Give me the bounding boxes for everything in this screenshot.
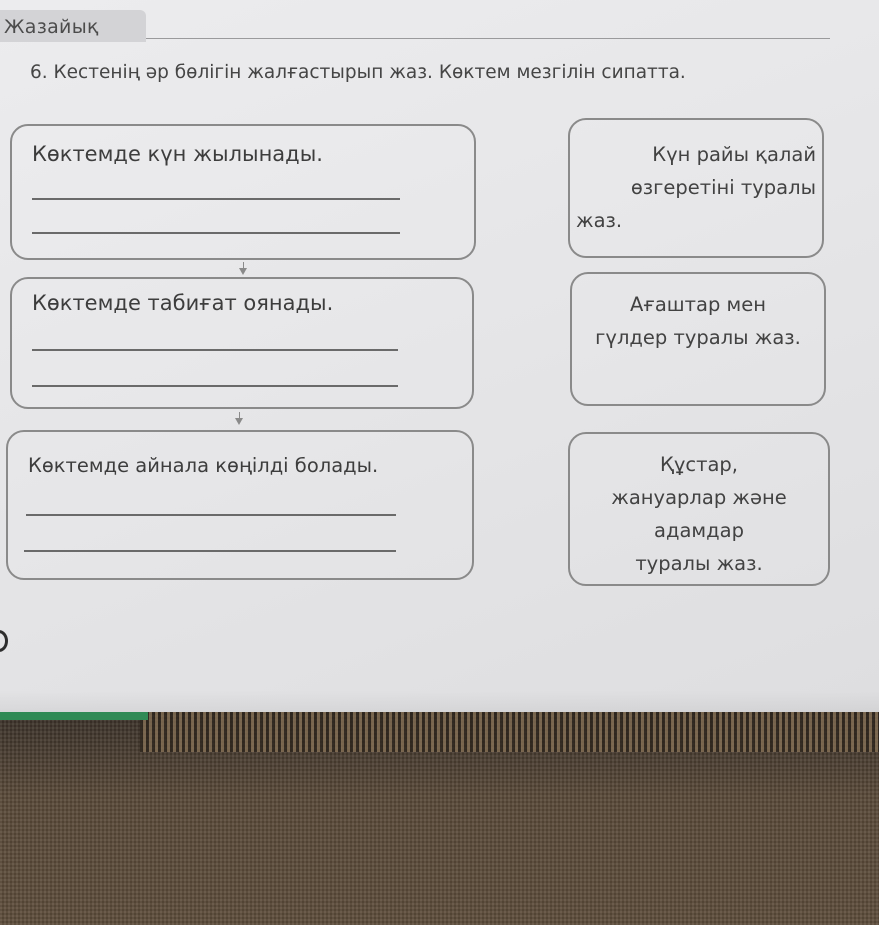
- hint-line: гүлдер туралы жаз.: [595, 326, 801, 349]
- down-arrow-icon: [239, 268, 247, 275]
- task-instruction: 6. Кестенің әр бөлігін жалғастырып жаз. Көктем мезгілін сипатта.: [30, 62, 686, 83]
- write-line[interactable]: [32, 385, 398, 387]
- section-rule: [146, 38, 830, 39]
- lead-sentence-1: Көктемде күн жылынады.: [32, 142, 323, 166]
- answer-box-2: [10, 277, 474, 409]
- hint-text-2: [574, 288, 822, 354]
- answer-box-1: [10, 124, 476, 260]
- hint-text-3: [574, 448, 824, 580]
- hint-box-2: [570, 272, 826, 406]
- write-line[interactable]: [26, 514, 396, 516]
- hint-line: туралы жаз.: [635, 552, 763, 575]
- down-arrow-icon: [235, 418, 243, 425]
- write-line[interactable]: [32, 232, 400, 234]
- book-cover-edge: [0, 712, 148, 720]
- write-line[interactable]: [24, 550, 396, 552]
- hint-box-1: [568, 118, 824, 258]
- write-line[interactable]: [32, 349, 398, 351]
- answer-box-3: [6, 430, 474, 580]
- lead-sentence-3: Көктемде айнала көңілді болады.: [28, 454, 379, 477]
- hint-box-3: [568, 432, 830, 586]
- margin-mark: [0, 630, 8, 652]
- hint-text-1: [576, 138, 816, 237]
- hint-line: Ағаштар мен: [630, 293, 766, 316]
- hint-line: жаз.: [576, 209, 623, 232]
- write-line[interactable]: [32, 198, 400, 200]
- fabric-edge: [140, 712, 879, 752]
- page-shadow: [0, 690, 879, 712]
- hint-line: Күн райы қалай: [652, 143, 816, 166]
- lead-sentence-2: Көктемде табиғат оянады.: [32, 291, 334, 315]
- hint-line: адамдар: [654, 519, 744, 542]
- hint-line: жануарлар және: [611, 486, 787, 509]
- hint-line: өзгеретіні туралы: [630, 176, 816, 199]
- hint-line: Құстар,: [660, 453, 738, 476]
- section-title: Жазайық: [4, 16, 99, 38]
